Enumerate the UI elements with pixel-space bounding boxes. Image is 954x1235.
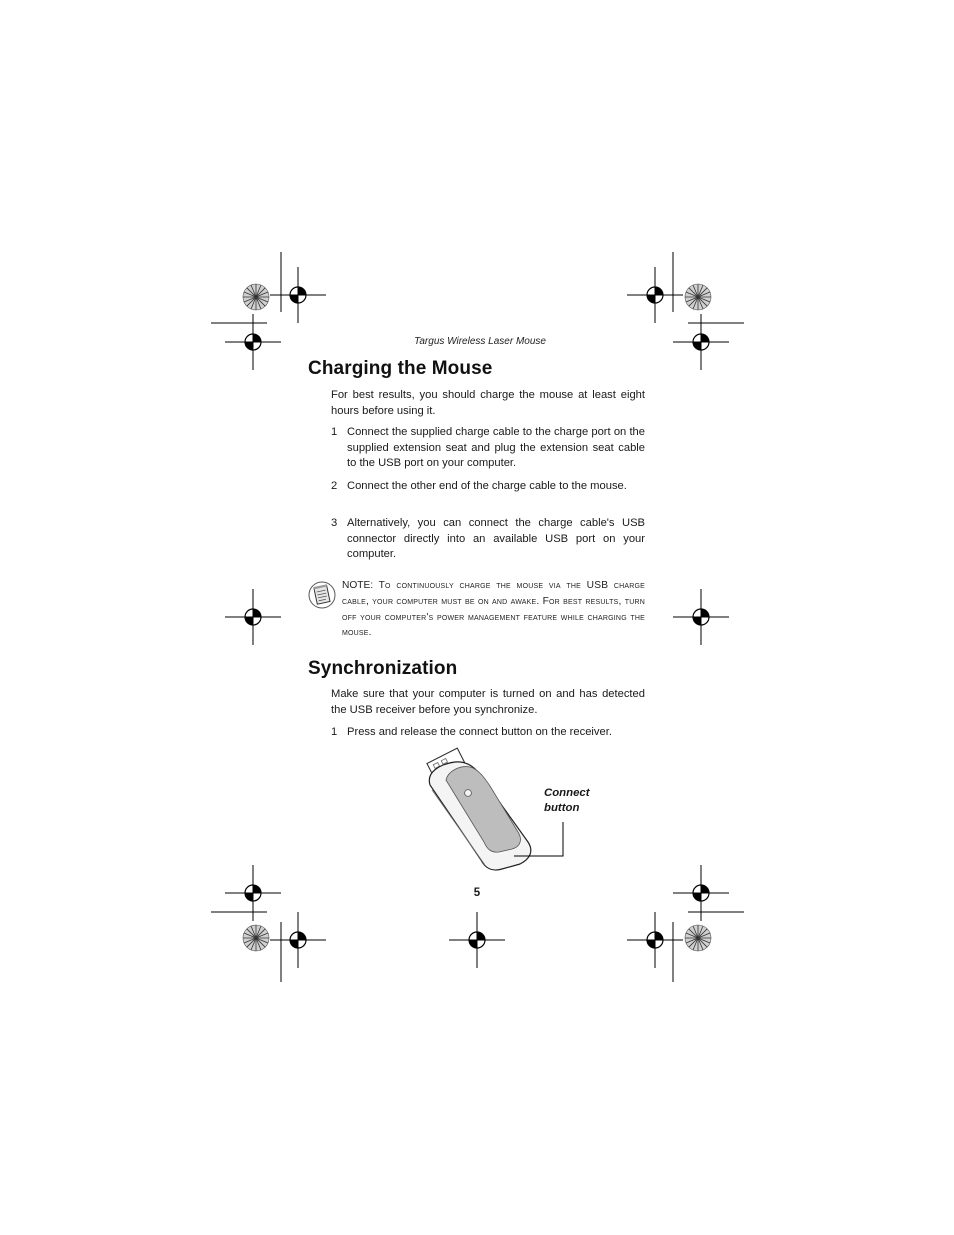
note-label: NOTE: — [342, 580, 374, 591]
registration-mark — [225, 865, 281, 921]
registration-mark — [449, 912, 505, 968]
sync-intro-paragraph: Make sure that your computer is turned on and has detected the USB receiver before you synchronize. — [331, 688, 645, 716]
star-target-mark-bottom-left — [243, 925, 269, 951]
charging-step — [331, 516, 645, 563]
step-number: 1 — [331, 426, 338, 438]
registration-mark — [225, 314, 281, 370]
registration-mark — [270, 912, 326, 968]
sync-step — [331, 725, 645, 741]
step-text: Press and release the connect button on the receiver. — [347, 726, 612, 738]
running-header: Targus Wireless Laser Mouse — [414, 336, 546, 347]
step-text: Alternatively, you can connect the charge cable's USB connector directly into an available USB port on your computer. — [347, 517, 645, 561]
note-text: To continuously charge the mouse via the USB charge cable, your computer must be on and awake. For best results, turn off your computer's power management feature while charging the mouse. — [342, 580, 645, 639]
registration-mark — [270, 267, 326, 323]
star-target-mark-top-right — [685, 284, 711, 310]
star-target-mark-bottom-right — [685, 925, 711, 951]
note-block — [342, 578, 645, 641]
registration-mark — [225, 589, 281, 645]
charging-step — [331, 425, 645, 472]
usb-receiver-illustration — [427, 748, 563, 870]
callout-line: button — [544, 802, 580, 815]
note-pad-icon — [309, 582, 335, 608]
registration-mark — [673, 589, 729, 645]
step-number: 1 — [331, 726, 338, 738]
registration-mark — [673, 865, 729, 921]
step-text: Connect the supplied charge cable to the charge port on the supplied extension seat and plug the extension seat cable to the USB port on your computer. — [347, 426, 645, 470]
step-number: 2 — [331, 480, 338, 492]
charging-intro-paragraph: For best results, you should charge the mouse at least eight hours before using it. — [331, 389, 645, 417]
section-title-charging: Charging the Mouse — [308, 358, 493, 379]
registration-mark — [627, 912, 683, 968]
step-number: 3 — [331, 517, 338, 529]
step-text: Connect the other end of the charge cable to the mouse. — [347, 480, 627, 492]
registration-mark — [673, 314, 729, 370]
star-target-mark-top-left — [243, 284, 269, 310]
callout-line: Connect — [544, 787, 590, 799]
registration-mark — [627, 267, 683, 323]
page-number: 5 — [473, 887, 481, 899]
connect-button-callout — [544, 786, 590, 817]
charging-step — [331, 479, 645, 495]
section-title-synchronization: Synchronization — [308, 658, 458, 679]
